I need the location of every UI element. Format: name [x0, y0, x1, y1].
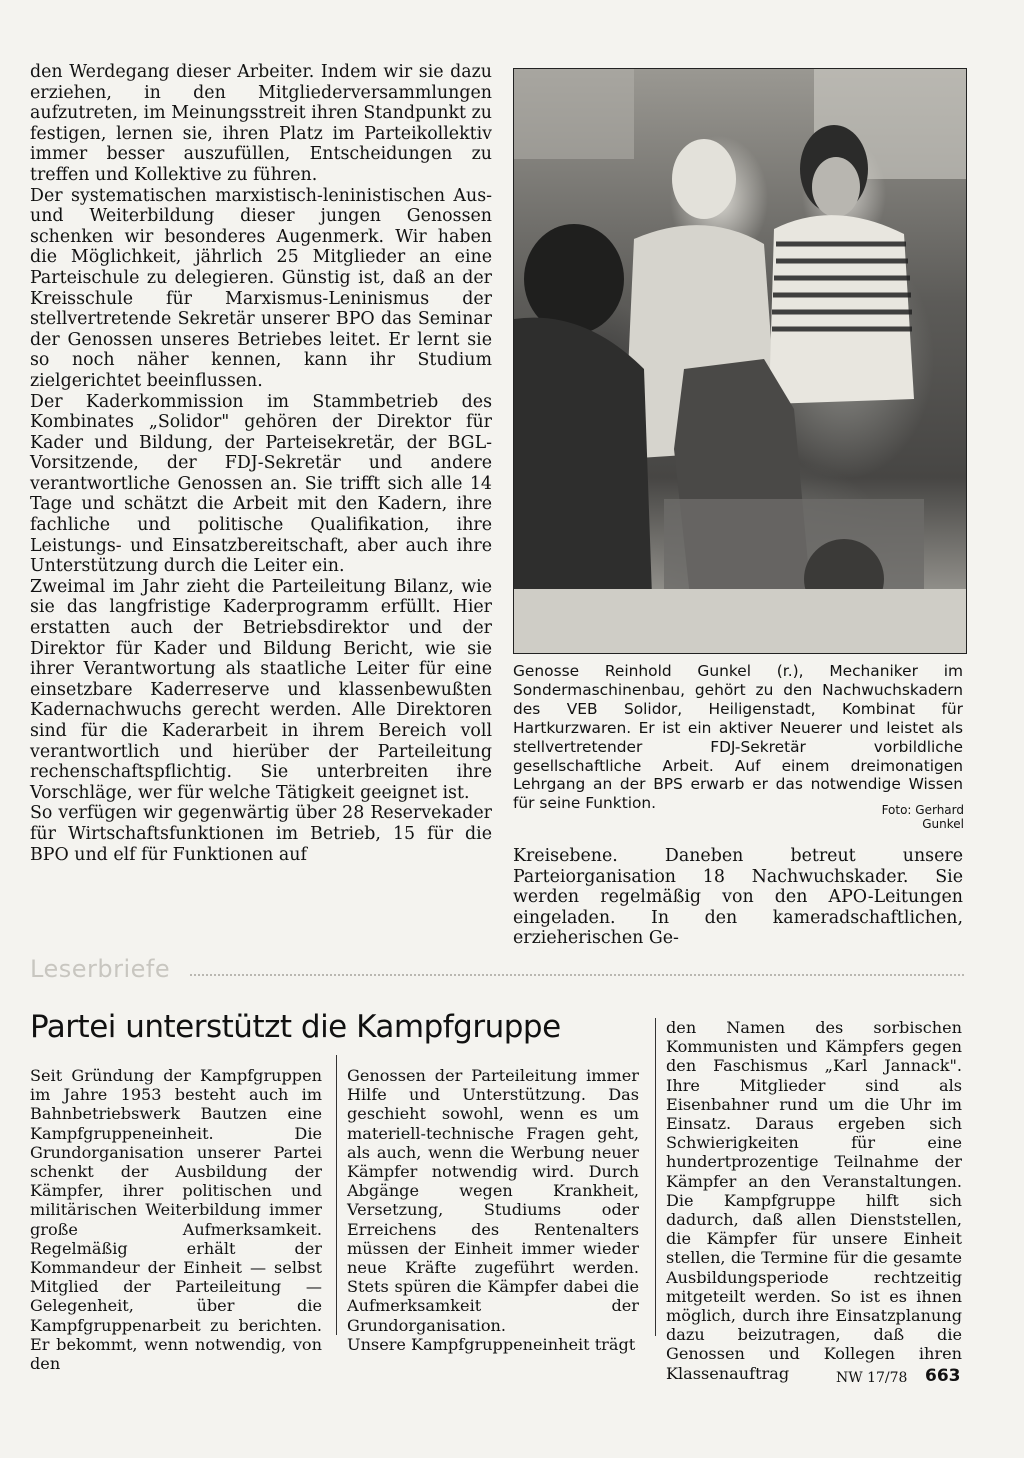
left-column-text — [30, 62, 492, 865]
left-paragraph-3: Der Kaderkommission im Stammbetrieb des Kombinates „Solidor" gehören der Direktor für Kader und Bildung, der Parteisekretär, der BGL-Vorsitzende, der FDJ-Sekretär und andere verantwortliche Genossen an. Sie trifft sich alle 14 Tage und schätzt die Arbeit mit den Kadern, ihre fachliche und politische Qualifikation, ihre Leistungs- und Einsatzbereitschaft, aber auch ihre Unterstützung durch die Leiter ein. — [30, 391, 492, 577]
article-headline: Partei unterstützt die Kampfgruppe — [30, 1009, 561, 1045]
article-column-1 — [30, 1066, 322, 1373]
article-column-2 — [347, 1066, 639, 1354]
section-label: Leserbriefe — [30, 955, 171, 983]
right-column-text — [513, 846, 963, 949]
left-paragraph-4: Zweimal im Jahr zieht die Parteileitung Bilanz, wie sie das langfristige Kaderprogramm erfüllt. Hier erstatten auch der Betriebsdirektor und der Direktor für Kader und Bildung Bericht, wie sie ihrer Verantwortung als staatliche Leiter für eine einsetzbare Kaderreserve und klassenbewußten Kadernachwuchs gerecht werden. Alle Direktoren sind für die Kaderarbeit in ihrem Bereich voll verantwortlich und hierüber der Parteileitung rechenschaftspflichtig. Sie unterbreiten ihre Vorschläge, wer für welche Tätigkeit geeignet ist. — [30, 576, 492, 803]
left-paragraph-2: Der systematischen marxistisch-leninistischen Aus- und Weiterbildung dieser jungen Genossen schenken wir besonderes Augenmerk. Wir haben die Möglichkeit, jährlich 25 Mitglieder an eine Parteischule zu delegieren. Günstig ist, daß an der Kreisschule für Marxismus-Leninismus der stellvertretende Sekretär unserer BPO das Seminar der Genossen unseres Betriebes leitet. Er lernt sie so noch näher kennen, kann ihr Studium zielgerichtet beeinflussen. — [30, 185, 492, 391]
photo-credit: Foto: Gerhard Gunkel — [881, 803, 964, 831]
article-col2-paragraph-1: Genossen der Parteileitung immer Hilfe und Unterstützung. Das geschieht sowohl, wenn es um materiell-technische Fragen geht, als auch, wenn die Werbung neuer Kämpfer notwendig wird. Durch Abgänge wegen Krankheit, Versetzung, Studiums oder Erreichens des Rentenalters müssen der Einheit immer wieder neue Kräfte zugeführt werden. Stets spüren die Kämpfer dabei die Aufmerksamkeit der Grundorganisation. — [347, 1066, 639, 1335]
photo-caption: Genosse Reinhold Gunkel (r.), Mechaniker im Sondermaschinenbau, gehört zu den Nachwuchskadern des VEB Solidor, Heiligenstadt, Kombinat für Hartkurzwaren. Er ist ein aktiver Neuerer und leistet als stellvertretender FDJ-Sekretär vorbildliche gesellschaftliche Arbeit. Auf einem dreimonatigen Lehrgang an der BPS erwarb er das notwendige Wissen für seine Funktion. — [513, 662, 963, 813]
issue-label: NW 17/78 — [836, 1370, 908, 1386]
left-paragraph-5: So verfügen wir gegenwärtig über 28 Reservekader für Wirtschaftsfunktionen im Betrieb, 15 für die BPO und elf für Funktionen auf — [30, 803, 492, 865]
section-divider — [190, 974, 964, 976]
article-col3-paragraph: den Namen des sorbischen Kommunisten und Kämpfers gegen den Faschismus „Karl Jannack". Ihre Mitglieder sind als Eisenbahner rund um die Uhr im Einsatz. Daraus ergeben sich Schwierigkeiten für eine hundertprozentige Teilnahme der Kämpfer an den Veranstaltungen. Die Kampfgruppe hilft sich dadurch, daß allen Dienststellen, die Kämpfer für unsere Einheit stellen, die Termine für die gesamte Ausbildungsperiode rechtzeitig mitgeteilt werden. So ist es ihnen möglich, durch ihre Einsatzplanung dazu beizutragen, daß die Genossen und Kollegen ihren Klassenauftrag — [666, 1018, 962, 1383]
workshop-photo — [513, 68, 967, 654]
article-col2-paragraph-2: Unsere Kampfgruppeneinheit trägt — [347, 1334, 636, 1354]
column-divider — [655, 1018, 656, 1336]
article-column-3 — [666, 1018, 962, 1383]
page-number: 663 — [925, 1366, 961, 1386]
article-col1-paragraph: Seit Gründung der Kampfgruppen im Jahre 1953 besteht auch im Bahnbetriebswerk Bautzen eine Kampfgruppeneinheit. Die Grundorganisation unserer Partei schenkt der Ausbildung der Kämpfer, ihrer politischen und militärischen Weiterbildung immer große Aufmerksamkeit. Regelmäßig erhält der Kommandeur der Einheit — selbst Mitglied der Parteileitung — Gelegenheit, über die Kampfgruppenarbeit zu berichten. Er bekommt, wenn notwendig, von den — [30, 1066, 322, 1374]
workshop-photo-illustration — [514, 69, 966, 653]
left-paragraph-1: den Werdegang dieser Arbeiter. Indem wir sie dazu erziehen, in den Mitgliederversammlungen aufzutreten, im Meinungsstreit ihren Standpunkt zu festigen, lernen sie, ihren Platz im Parteikollektiv immer besser auszufüllen, Entscheidungen zu treffen und Kollektive zu führen. — [30, 62, 492, 185]
column-divider — [336, 1055, 337, 1335]
right-paragraph: Kreisebene. Daneben betreut unsere Parteiorganisation 18 Nachwuchskader. Sie werden regelmäßig von den APO-Leitungen eingeladen. In den kameradschaftlichen, erzieherischen Ge- — [513, 846, 963, 949]
